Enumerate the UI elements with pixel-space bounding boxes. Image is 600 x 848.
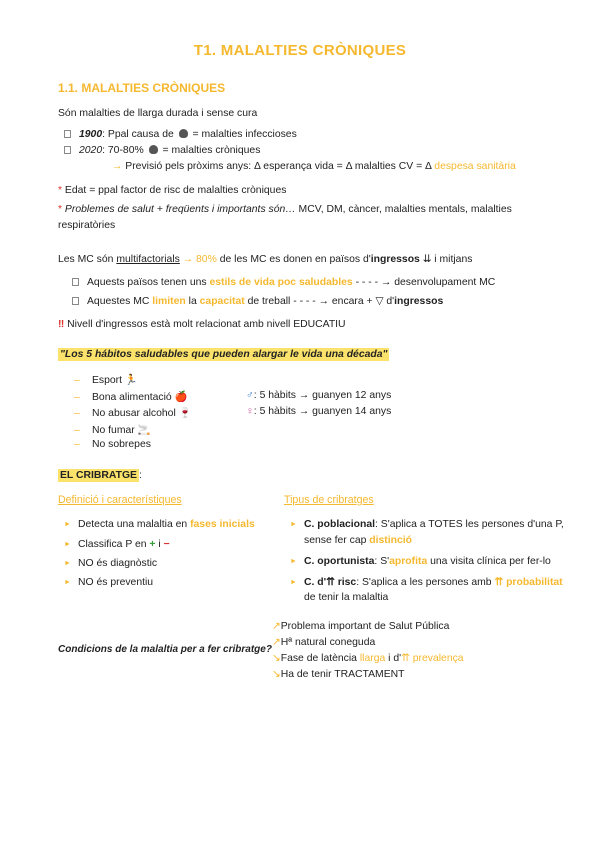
- cond-item: ↘Ha de tenir TRACTAMENT: [272, 669, 405, 680]
- male-habits: ♂: 5 hàbits → guanyen 12 anys: [246, 390, 392, 401]
- tipus-item-cont: sense fer cap distinció: [304, 535, 413, 546]
- cond-item: ↘Fase de latència llarga i d'⇈ prevalença: [272, 653, 464, 664]
- intro-text: Són malalties de llarga durada i sense cura: [58, 108, 258, 119]
- note-edat: * Edat = ppal factor de risc de malalties cròniques: [58, 185, 287, 196]
- skull-icon: [149, 145, 158, 154]
- quote: "Los 5 hábitos saludables que pueden alargar le vida una década": [60, 349, 388, 360]
- bullet-1900: 1900: Ppal causa de = malalties infeccioses: [64, 129, 297, 140]
- bullet-2020: 2020: 70-80% = malalties cròniques: [64, 145, 260, 156]
- bullet-square-icon: [72, 297, 79, 305]
- def-item: ► Detecta una malaltia en fases inicials: [64, 519, 255, 530]
- mc-bullet-2: Aquestes MC limiten la capacitat de treball - - - - → encara + ▽ d'ingressos: [72, 295, 443, 307]
- nivell-ingressos: ‼ Nivell d'ingressos està molt relacionat amb nivell EDUCATIU: [58, 319, 346, 330]
- def-item: ► NO és diagnòstic: [64, 558, 158, 569]
- tipus-item: ► C. poblacional: S'aplica a TOTES les persones d'una P,: [290, 519, 564, 530]
- note-problemes: * Problemes de salut + freqüents i importants són… MCV, DM, càncer, malalties mentals, malalties: [58, 204, 512, 215]
- page-title: T1. MALALTIES CRÒNIQUES: [193, 42, 407, 59]
- mc-text: Les MC són multifactorials → 80% de les MC es donen en països d'ingressos ⇊ i mitjans: [58, 254, 473, 265]
- note-problemes-cont: respiratòries: [58, 220, 116, 231]
- male-icon: ♂: [246, 390, 254, 401]
- condicions-question: Condicions de la malaltia per a fer cribratge?: [58, 644, 272, 655]
- habit-item: – No sobrepes: [74, 439, 151, 450]
- habit-item: – No abusar alcohol 🍷: [74, 408, 192, 419]
- cond-item: ↗Problema important de Salut Pública: [272, 621, 450, 632]
- arrow-icon: →: [112, 161, 123, 172]
- section-heading: 1.1. MALALTIES CRÒNIQUES: [58, 81, 226, 95]
- tipus-heading: Tipus de cribratges: [284, 494, 374, 506]
- bullet-square-icon: [72, 278, 79, 286]
- habit-item: – No fumar 🚬: [74, 425, 151, 436]
- definicio-heading: Definició i característiques: [58, 494, 182, 506]
- bullet-square-icon: [64, 130, 71, 138]
- mc-bullet-1: Aquests països tenen uns estils de vida poc saludables - - - - → desenvolupament MC: [72, 277, 495, 288]
- warning-icon: ‼: [58, 319, 65, 330]
- bullet-square-icon: [64, 146, 71, 154]
- tipus-item: ► C. oportunista: S'aprofita una visita clínica per fer-lo: [290, 556, 551, 567]
- def-item: ► Classifica P en + i −: [64, 539, 170, 550]
- female-icon: ♀: [246, 406, 254, 417]
- habit-item: – Bona alimentació 🍎: [74, 392, 188, 403]
- def-item: ► NO és preventiu: [64, 577, 154, 588]
- female-habits: ♀: 5 hàbits → guanyen 14 anys: [246, 406, 392, 417]
- skull-icon: [179, 129, 188, 138]
- tipus-item-cont: de tenir la malaltia: [304, 592, 389, 603]
- tipus-item: ► C. d'⇈ risc: S'aplica a les persones amb ⇈ probabilitat: [290, 577, 563, 588]
- habit-item: – Esport 🏃: [74, 375, 138, 386]
- cribratge-heading: EL CRIBRATGE :: [60, 470, 142, 481]
- prevision-line: → Previsió pels pròxims anys: Δ esperança vida = Δ malalties CV = Δ despesa sanitària: [112, 161, 516, 172]
- cond-item: ↗Hª natural coneguda: [272, 637, 376, 648]
